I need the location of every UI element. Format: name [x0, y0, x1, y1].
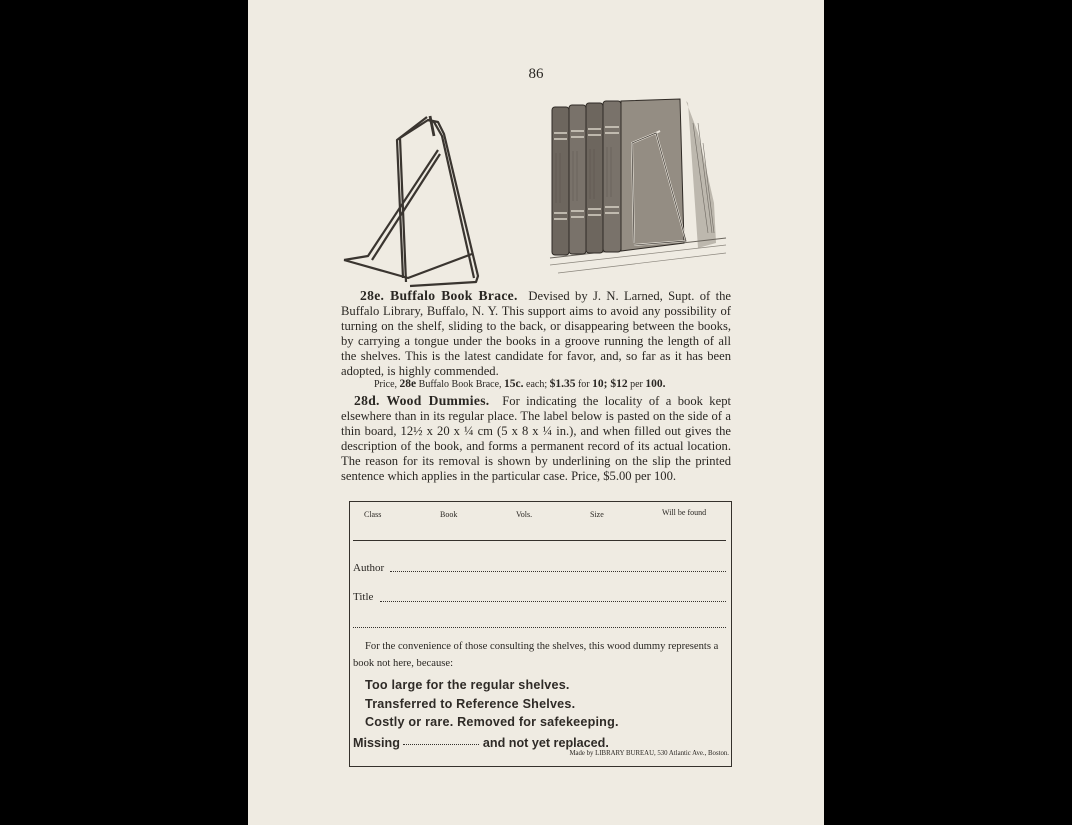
price-hundred-qty: 100.	[645, 378, 666, 390]
catalog-page	[248, 0, 824, 825]
card-header-vols: Vols.	[516, 510, 533, 519]
price-hundred: $12	[607, 378, 628, 390]
card-title-label: Title	[353, 591, 374, 603]
card-rule	[353, 540, 726, 541]
price-prefix: Price,	[374, 379, 400, 390]
title-dotted-line	[380, 601, 726, 602]
reason-costly: Costly or rare. Removed for safekeeping.	[365, 715, 619, 729]
price-for: for	[575, 379, 593, 390]
entry-28e-paragraph	[341, 288, 731, 380]
price-name: Buffalo Book Brace,	[416, 379, 505, 390]
price-per: per	[627, 379, 646, 390]
price-ten: $1.35	[549, 378, 576, 390]
reason-transferred: Transferred to Reference Shelves.	[365, 697, 576, 711]
card-header-class: Class	[364, 510, 382, 519]
missing-suffix: and not yet replaced.	[482, 736, 609, 750]
price-ten-qty: 10;	[592, 378, 608, 390]
card-header-will-be-found: Will be found	[662, 508, 707, 517]
card-header-size: Size	[590, 510, 604, 519]
page-number: 86	[528, 66, 544, 82]
missing-label: Missing	[353, 736, 400, 750]
price-each-suffix: each;	[523, 379, 550, 390]
card-author-label: Author	[353, 562, 385, 574]
book-brace-illustration	[338, 110, 488, 290]
entry-28d-paragraph	[341, 393, 731, 485]
card-convenience-text: For the convenience of those consulting the shelves, this wood dummy represents a book not here, because:	[353, 641, 719, 669]
missing-dotted-line	[403, 744, 479, 745]
entry-28d-heading: 28d. Wood Dummies.	[354, 393, 490, 408]
entry-28e-price	[374, 378, 666, 390]
entry-28d-text: For indicating the locality of a book kept elsewhere than in its regular place. The label below is pasted on the side of a thin board, 12½ x 20 x ¼ cm (5 x 8 x ¼ in.), and when filled out gives the description of the book, and forms a permanent record of its actual location. The reason for its removal is shown by underlining on the slip the printed sentence which applies in the particular case. Price, $5.00 per 100.	[341, 394, 731, 484]
reason-too-large: Too large for the regular shelves.	[365, 678, 570, 692]
author-dotted-line	[390, 571, 726, 572]
card-header-book: Book	[440, 510, 458, 519]
price-each: 15c.	[504, 378, 524, 390]
price-code: 28e	[399, 378, 417, 390]
entry-28e-text: Devised by J. N. Larned, Supt. of the Buffalo Library, Buffalo, N. Y. This support aims to avoid any possibility of turning on the shelf, sliding to the back, or disappearing between the books, by carrying a tongue under the books in a groove running the length of all the shelves. This is the latest candidate for favor, and, so far as it has been adopted, is highly commended.	[341, 289, 731, 379]
books-with-brace-illustration	[548, 93, 728, 283]
reason-missing	[353, 736, 609, 750]
wood-dummy-label-card	[349, 501, 732, 767]
entry-28e-heading: 28e. Buffalo Book Brace.	[360, 288, 518, 303]
card-footer-maker: Made by LIBRARY BUREAU, 530 Atlantic Ave., Boston.	[569, 750, 729, 757]
extra-dotted-line	[353, 627, 726, 628]
